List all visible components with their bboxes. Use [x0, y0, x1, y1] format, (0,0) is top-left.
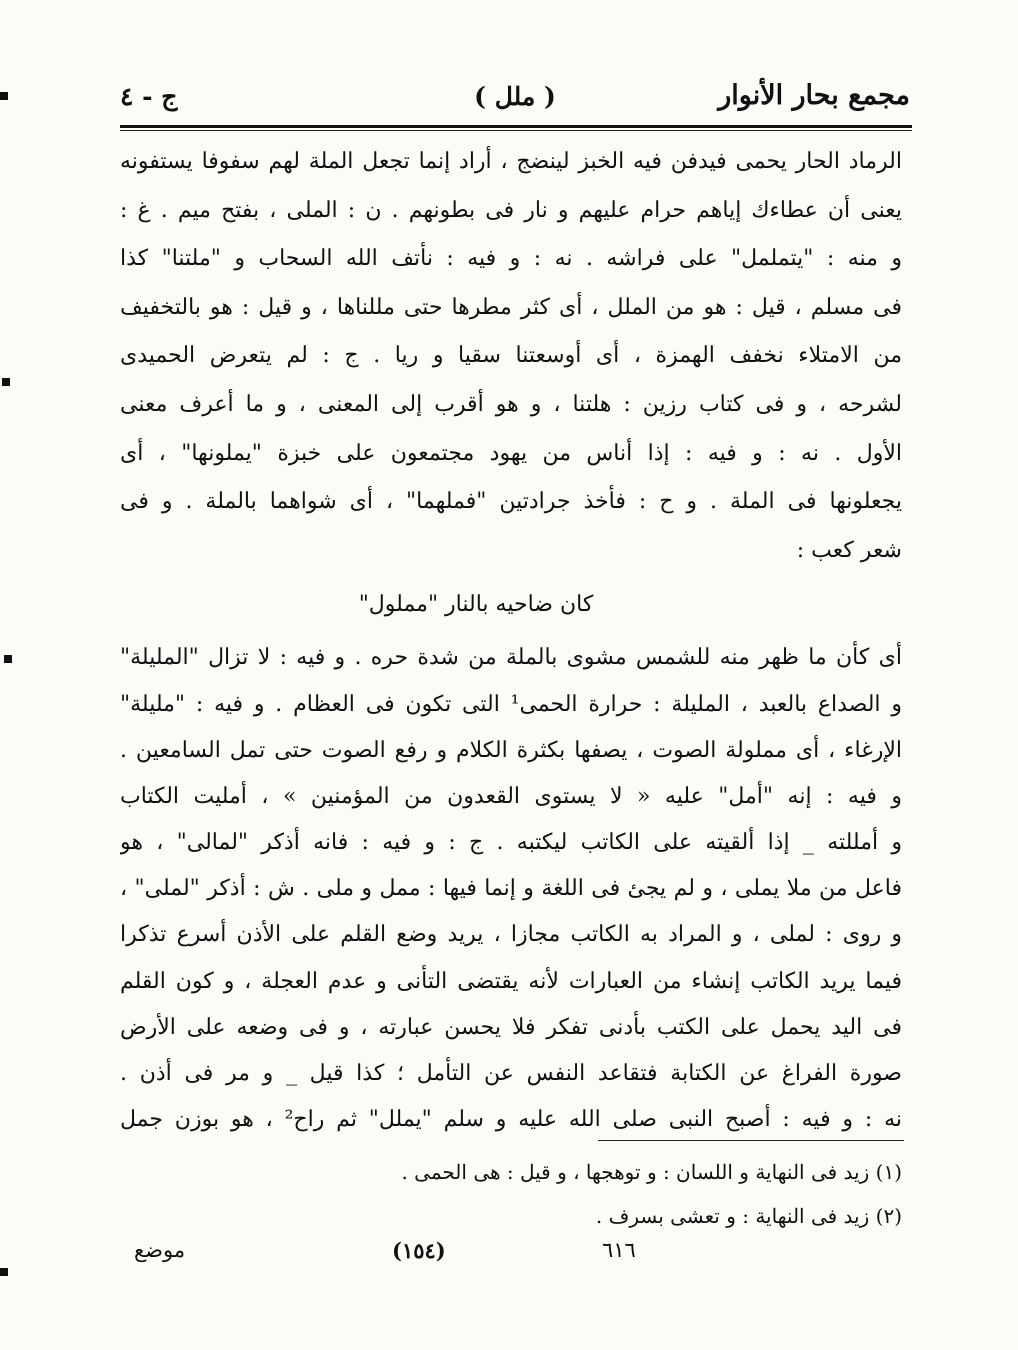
page-footer [120, 1238, 910, 1278]
text-line: فى اليد يحمل على الكتب بأدنى تفكر فلا يحسن عبارته ، و فى وضعه على الأرض [120, 1014, 902, 1040]
page-number: ٦١٦ [602, 1238, 636, 1262]
text-line: و روى : لملى ، و المراد به الكاتب مجازا ، يريد وضع القلم على الأذن أسرع تذكرا [120, 922, 902, 948]
text-line: يجعلونها فى الملة . و ح : فأخذ جرادتين "فملهما" ، أى شواهما بالملة . و فى [120, 489, 902, 515]
book-title: مجمع بحار الأنوار [718, 80, 910, 111]
section-title: ( ملل ) [474, 82, 556, 111]
text-line: الأول . نه : و فيه : إذا أناس من يهود مجتمعون على خبزة "يملونها" ، أى [120, 440, 902, 466]
poetry-verse: كان ضاحيه بالنار "مملول" [358, 592, 594, 618]
text-line: فى مسلم ، قيل : هو من الملل ، أى كثر مطرها حتى مللناها ، و قيل : هو بالتخفيف [120, 294, 902, 320]
header-rule-thin [120, 130, 912, 131]
volume-label: ج - ٤ [120, 82, 178, 111]
scan-edge-mark [0, 1268, 8, 1276]
text-line: لشرحه ، و فى كتاب رزين : هلتنا ، و هو أقرب إلى المعنى ، و ما أعرف معنى [120, 391, 902, 417]
text-line: أى كأن ما ظهر منه للشمس مشوى بالملة من شدة حره . و فيه : لا تزال "المليلة" [120, 645, 902, 671]
text-line: فيما يريد الكاتب إنشاء من العبارات لأنه يقتضى التأنى و عدم العجلة ، و كون القلم [120, 968, 902, 994]
text-line: و الصداع بالعبد ، المليلة : حرارة الحمى¹ التى تكون فى العظام . و فيه : "مليلة" [120, 691, 902, 717]
text-line: شعر كعب : [796, 537, 902, 563]
text-line: يعنى أن عطاءك إياهم حرام عليهم و نار فى بطونهم . ن : الملى ، بفتح ميم . غ : [120, 197, 902, 223]
text-line: و فيه : إنه "أمل" عليه « لا يستوى القعدون من المؤمنين » ، أمليت الكتاب [120, 783, 902, 809]
text-line: نه : و فيه : أصبح النبى صلى الله عليه و سلم "يملل" ثم راح² ، هو بوزن جمل [120, 1107, 902, 1133]
scan-edge-mark [0, 92, 8, 100]
signature-mark: (١٥٤) [392, 1238, 446, 1263]
footnotes [122, 1150, 902, 1238]
main-text [120, 138, 902, 1143]
text-line: و منه : "يتململ" على فراشه . نه : و فيه : نأتف الله السحاب و "ملتنا" كذا [120, 246, 902, 272]
text-line: الإرغاء ، أى مملولة الصوت ، يصفها بكثرة الكلام و رفع الصوت حتى تمل السامعين . [120, 737, 902, 763]
page-header [120, 78, 910, 122]
catchword: موضع [134, 1238, 186, 1262]
text-line: و أمللته _ إذا ألقيته على الكاتب ليكتبه . ج : و فيه : فانه أذكر "لمالى" ، هو [120, 830, 902, 856]
footnote: (٢) زيد فى النهاية : و تعشى بسرف . [595, 1204, 902, 1228]
text-line: فاعل من ملا يملى ، و لم يجئ فى اللغة و إنما فيها : ممل و ملى . ش : أذكر "لملى" ، [120, 876, 902, 902]
text-line: من الامتلاء نخفف الهمزة ، أى أوسعتنا سقيا و ريا . ج : لم يتعرض الحميدى [120, 343, 902, 369]
scan-edge-mark [2, 378, 10, 386]
header-rule-thick [120, 125, 912, 128]
footnote: (١) زيد فى النهاية و اللسان : و توهجها ، و قيل : هى الحمى . [401, 1160, 902, 1184]
footnote-separator [598, 1140, 904, 1141]
scan-edge-mark [4, 655, 12, 663]
text-line: الرماد الحار يحمى فيدفن فيه الخبز لينضج ، أراد إنما تجعل الملة لهم سفوفا يستفونه [120, 149, 902, 174]
text-line: صورة الفراغ عن الكتابة فتقاعد النفس عن التأمل ؛ كذا قيل _ و مر فى أذن . [120, 1061, 902, 1087]
